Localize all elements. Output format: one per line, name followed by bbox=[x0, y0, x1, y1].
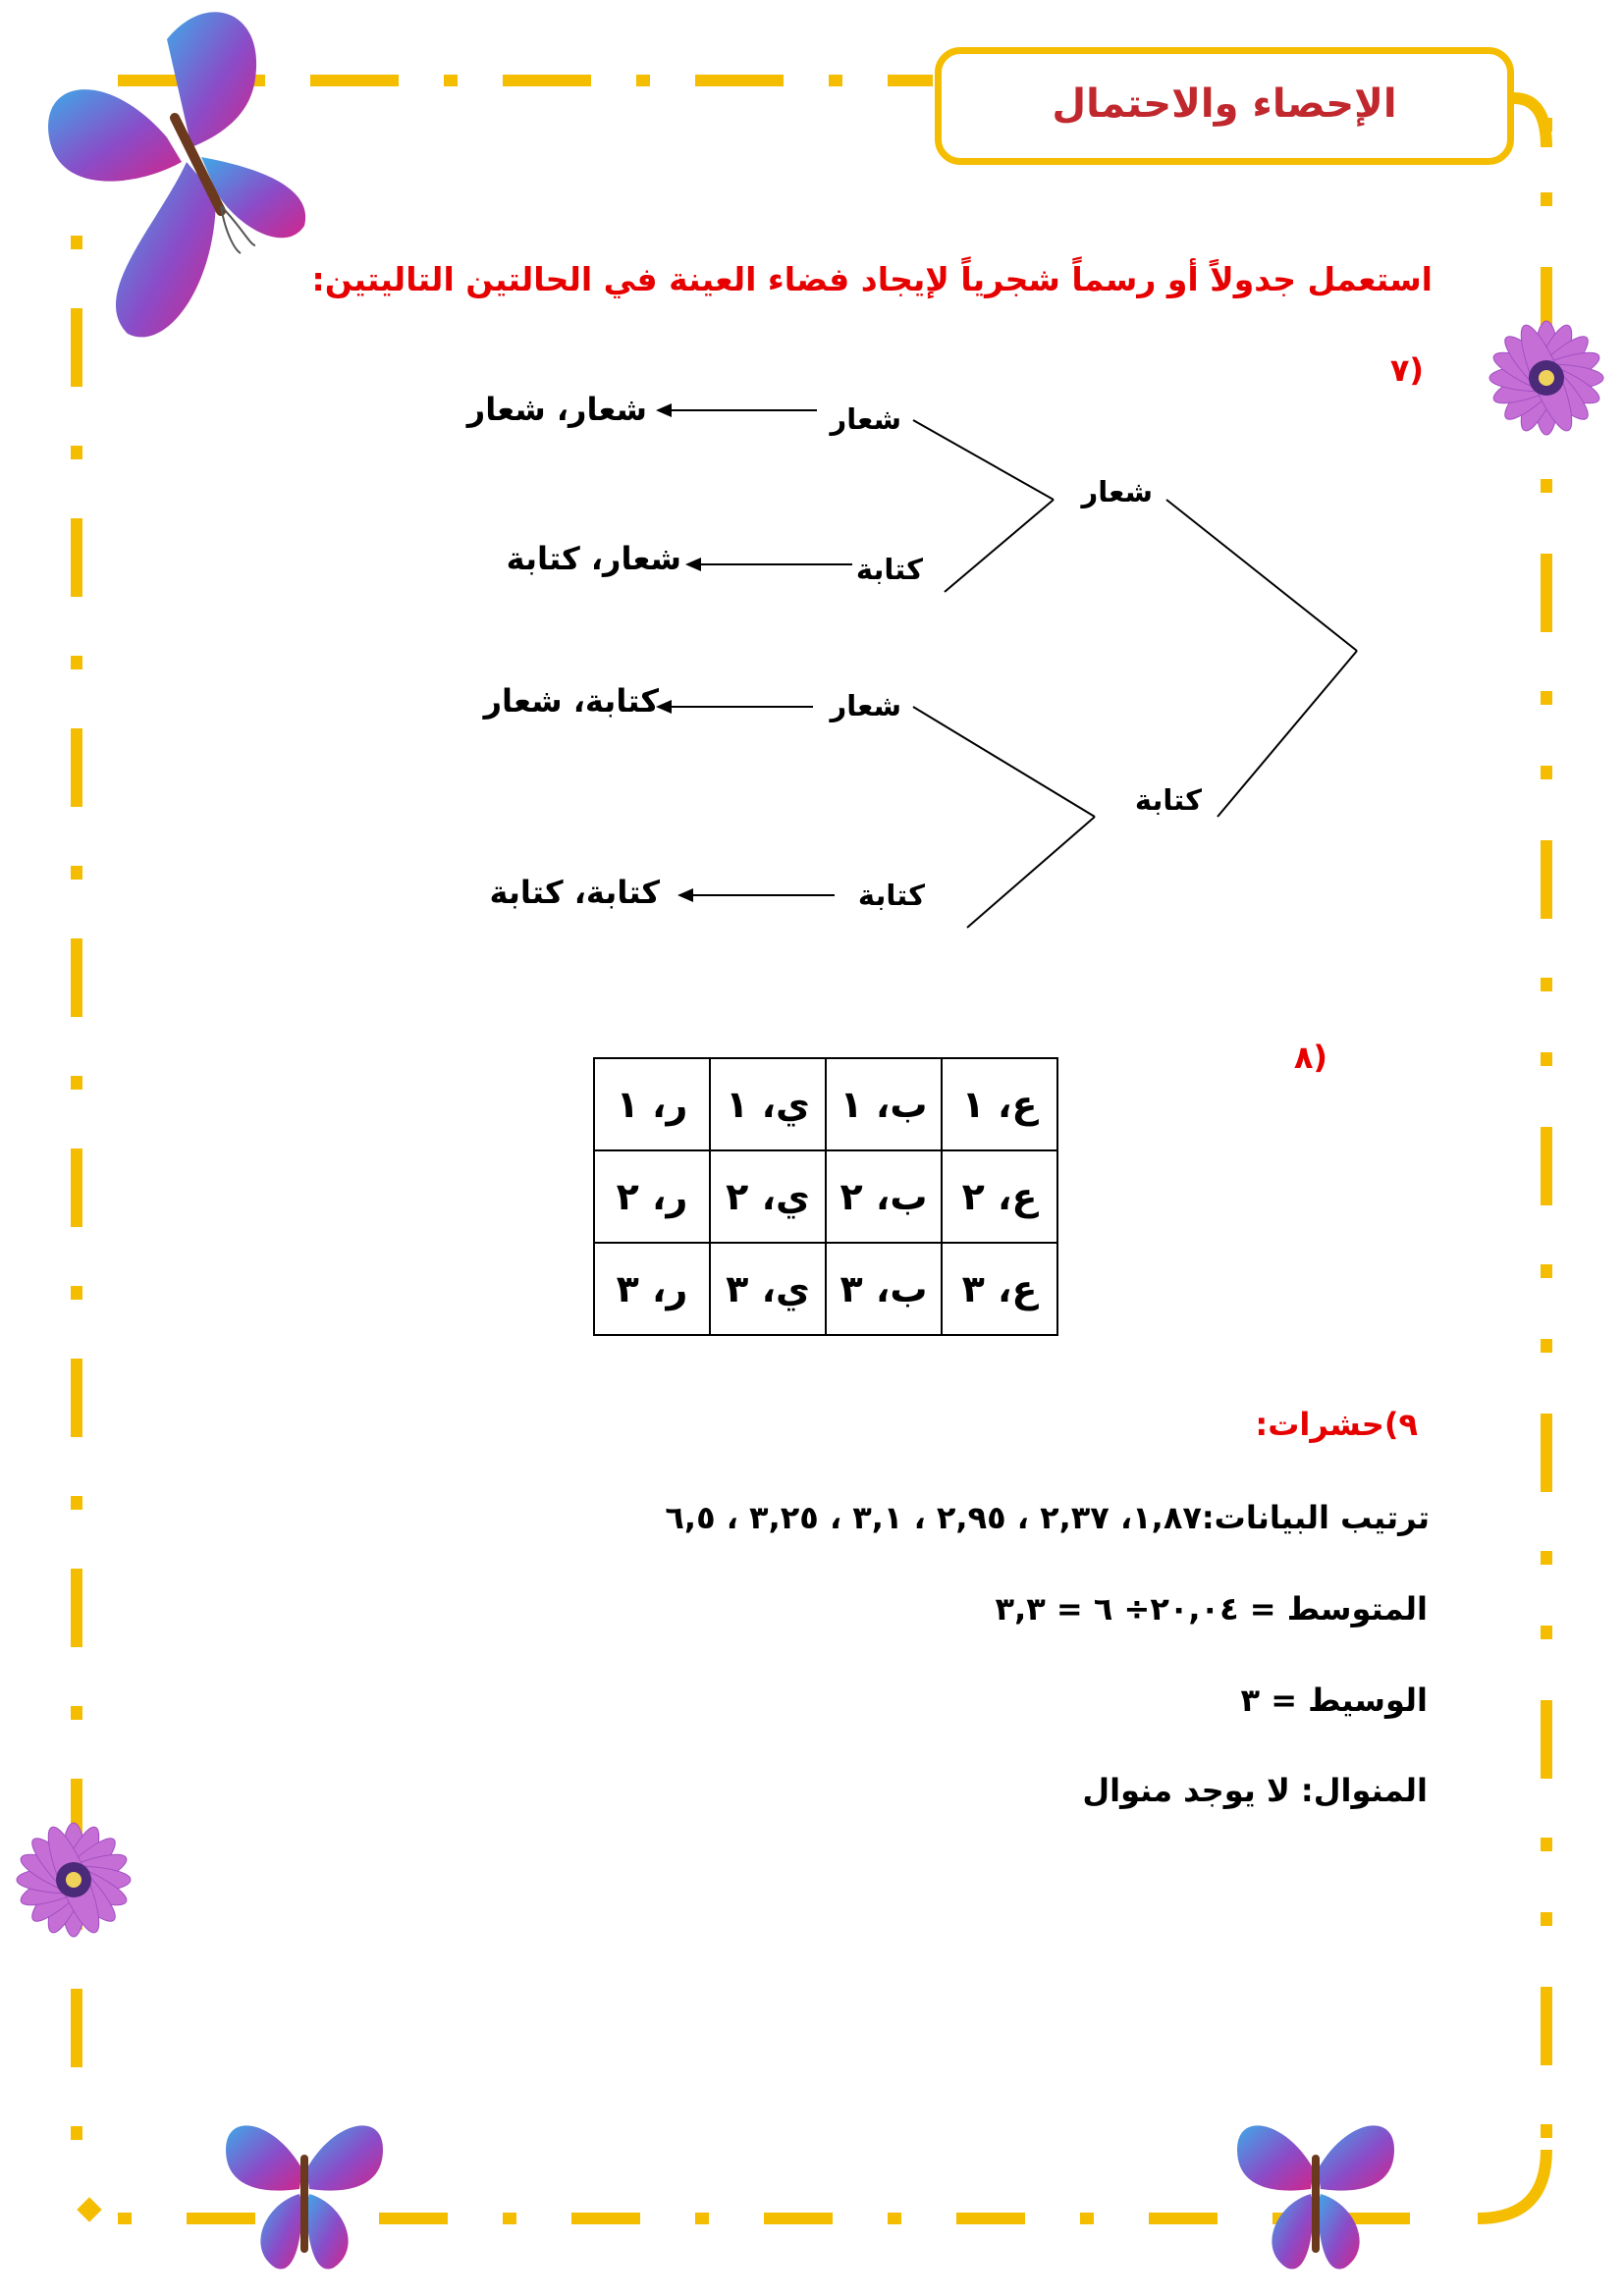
tree-node-level2: كتابة bbox=[857, 879, 925, 912]
sample-space-table bbox=[593, 1057, 1058, 1336]
table-row bbox=[594, 1243, 1057, 1335]
tree-branch bbox=[913, 420, 1054, 500]
tree-branch bbox=[945, 500, 1054, 592]
table-cell: ب، ٣ bbox=[826, 1243, 942, 1335]
question-number-7: ٧) bbox=[1389, 351, 1424, 389]
mode-line: المنوال: لا يوجد منوال bbox=[1082, 1772, 1428, 1809]
table-cell: ب، ٢ bbox=[826, 1150, 942, 1243]
tree-node-level2: كتابة bbox=[855, 553, 923, 586]
tree-outcome: كتابة، شعار bbox=[483, 682, 659, 720]
tree-branch bbox=[1218, 651, 1357, 817]
arrow-head-icon bbox=[656, 403, 672, 417]
flower-decoration-icon bbox=[0, 1806, 147, 1953]
table-cell: ع، ١ bbox=[942, 1058, 1057, 1150]
question-number-8: ٨) bbox=[1293, 1039, 1327, 1076]
arrow-head-icon bbox=[685, 558, 701, 571]
tree-node-level2: شعار bbox=[830, 402, 901, 436]
table-cell: ر، ٣ bbox=[594, 1243, 710, 1335]
instruction-text: استعمل جدولاً أو رسماً شجرياً لإيجاد فضاء العينة في الحالتين التاليتين: bbox=[311, 260, 1433, 298]
table-cell: ع، ٢ bbox=[942, 1150, 1057, 1243]
question-9-heading: ٩)حشرات: bbox=[1255, 1406, 1418, 1443]
tree-node-level1: كتابة bbox=[1134, 783, 1202, 817]
table-cell: ي، ٢ bbox=[710, 1150, 826, 1243]
butterfly-decoration-icon bbox=[1227, 2110, 1404, 2277]
table-cell: ر، ٢ bbox=[594, 1150, 710, 1243]
probability-tree-diagram bbox=[0, 0, 1624, 982]
table-cell: ي، ١ bbox=[710, 1058, 826, 1150]
data-ordering-line: ترتيب البيانات:١,٨٧، ٢,٣٧ ، ٢,٩٥ ، ٣,١ ، ٣,٢٥ ، ٦,٥ bbox=[665, 1499, 1430, 1536]
table-row bbox=[594, 1058, 1057, 1150]
table-row bbox=[594, 1150, 1057, 1243]
tree-outcome: كتابة، كتابة bbox=[489, 874, 660, 911]
median-line: الوسيط = ٣ bbox=[1240, 1682, 1428, 1719]
table-cell: ي، ٣ bbox=[710, 1243, 826, 1335]
tree-node-level1: شعار bbox=[1081, 475, 1153, 508]
table-cell: ع، ٣ bbox=[942, 1243, 1057, 1335]
tree-branch bbox=[913, 707, 1095, 817]
page-title: الإحصاء والاحتمال bbox=[1052, 81, 1397, 127]
arrow-head-icon bbox=[677, 888, 693, 902]
tree-outcome: شعار، شعار bbox=[466, 391, 647, 428]
tree-branch bbox=[1166, 500, 1357, 651]
tree-outcome: شعار، كتابة bbox=[506, 540, 681, 577]
tree-node-level2: شعار bbox=[830, 689, 901, 722]
table-cell: ب، ١ bbox=[826, 1058, 942, 1150]
tree-branch bbox=[967, 817, 1095, 928]
table-cell: ر، ١ bbox=[594, 1058, 710, 1150]
mean-line: المتوسط = ٢٠,٠٤÷ ٦ = ٣,٣ bbox=[995, 1590, 1428, 1628]
butterfly-decoration-icon bbox=[216, 2110, 393, 2277]
